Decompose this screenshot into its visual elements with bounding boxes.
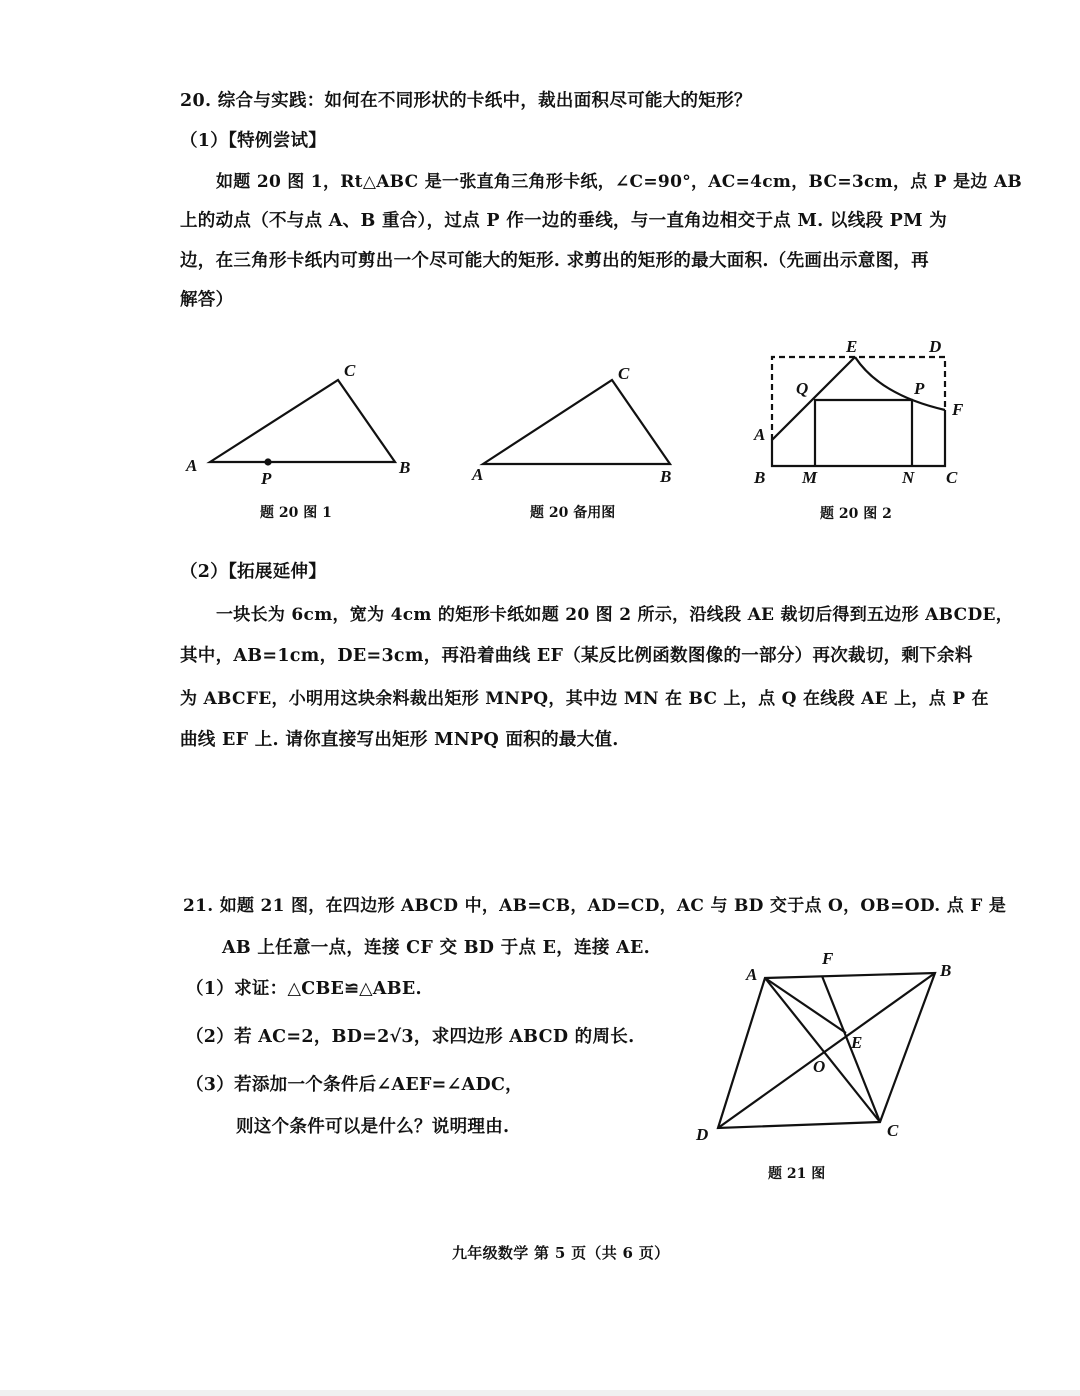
backup-label-c: C (618, 364, 630, 383)
fig21-label-a: A (746, 965, 758, 984)
fig1-label-b: B (399, 458, 411, 477)
diagonal-ac (765, 978, 880, 1122)
figure-21 (718, 973, 935, 1128)
triangle-abc (210, 380, 395, 462)
q20-part2-line: 其中，AB=1cm，DE=3cm，再沿着曲线 EF（某反比例函数图像的一部分）再次裁切，剩下余料 (180, 646, 973, 666)
fig21-label-d: D (696, 1125, 709, 1144)
fig2-label-q: Q (796, 379, 809, 398)
fig21-label-b: B (940, 961, 952, 980)
figure-20-2 (772, 357, 945, 466)
fig2-label-m: M (802, 468, 818, 487)
backup-label-a: A (472, 465, 484, 484)
figure-20-1 (210, 380, 395, 465)
fig-backup-caption: 题 20 备用图 (530, 505, 616, 521)
fig21-caption: 题 21 图 (768, 1166, 826, 1182)
fig2-caption: 题 20 图 2 (820, 506, 892, 522)
q21-line: 21. 如题 21 图，在四边形 ABCD 中，AB=CB，AD=CD，AC 与 BD 交于点 O，OB=OD. 点 F 是 (183, 896, 1007, 916)
pentagon-edges (772, 357, 945, 466)
q20-part1-line: 解答） (180, 290, 234, 310)
fig2-label-a: A (754, 425, 766, 444)
q20-part2-heading: （2）【拓展延伸】 (180, 562, 327, 582)
q21-line: AB 上任意一点，连接 CF 交 BD 于点 E，连接 AE. (222, 938, 650, 958)
q21-part: 则这个条件可以是什么？说明理由. (236, 1117, 510, 1137)
fig2-label-d: D (929, 337, 942, 356)
fig2-label-n: N (902, 468, 915, 487)
diagonal-bd (718, 973, 935, 1128)
q20-part1-line: 如题 20 图 1，Rt△ABC 是一张直角三角形卡纸，∠C=90°，AC=4cm，BC=3cm，点 P 是边 AB (216, 172, 1023, 192)
fig2-label-p: P (914, 379, 925, 398)
q20-part2-line: 为 ABCFE，小明用这块余料裁出矩形 MNPQ，其中边 MN 在 BC 上，点 Q 在线段 AE 上，点 P 在 (180, 689, 989, 709)
q20-title: 20. 综合与实践：如何在不同形状的卡纸中，裁出面积尽可能大的矩形？ (180, 91, 752, 111)
fig2-label-f: F (952, 400, 964, 419)
rectangle-mnpq (815, 400, 912, 466)
bottom-edge (0, 1390, 1080, 1396)
fig21-label-o: O (813, 1057, 826, 1076)
backup-label-b: B (660, 467, 672, 486)
fig21-label-c: C (887, 1121, 899, 1140)
triangle-abc-backup (483, 380, 670, 464)
curve-ef (855, 357, 945, 410)
q21-part: （1）求证：△CBE≌△ABE. (186, 979, 422, 999)
fig1-label-a: A (186, 456, 198, 475)
q21-part: （2）若 AC=2，BD=2√3，求四边形 ABCD 的周长. (186, 1027, 635, 1047)
dashed-cut-off (772, 357, 945, 440)
fig2-label-c: C (946, 468, 958, 487)
q21-part: （3）若添加一个条件后∠AEF=∠ADC， (186, 1075, 523, 1095)
fig21-label-e: E (851, 1033, 863, 1052)
fig2-label-b: B (754, 468, 766, 487)
figure-20-backup (483, 380, 670, 464)
fig1-caption: 题 20 图 1 (260, 505, 332, 521)
fig2-label-e: E (846, 337, 858, 356)
q20-part1-heading: （1）【特例尝试】 (180, 131, 327, 151)
q20-part2-line: 一块长为 6cm，宽为 4cm 的矩形卡纸如题 20 图 2 所示，沿线段 AE 裁切后得到五边形 ABCDE， (216, 605, 1014, 625)
page-footer: 九年级数学 第 5 页（共 6 页） (452, 1244, 670, 1262)
q20-part1-line: 上的动点（不与点 A、B 重合），过点 P 作一边的垂线，与一直角边相交于点 M. 以线段 PM 为 (180, 211, 948, 231)
fig1-label-c: C (344, 361, 356, 380)
q20-part1-line: 边，在三角形卡纸内可剪出一个尽可能大的矩形. 求剪出的矩形的最大面积.（先画出示意图，再 (180, 251, 929, 271)
point-p (266, 460, 271, 465)
fig21-label-f: F (822, 949, 834, 968)
q20-part2-line: 曲线 EF 上. 请你直接写出矩形 MNPQ 面积的最大值. (180, 730, 619, 750)
fig1-label-p: P (261, 469, 272, 488)
